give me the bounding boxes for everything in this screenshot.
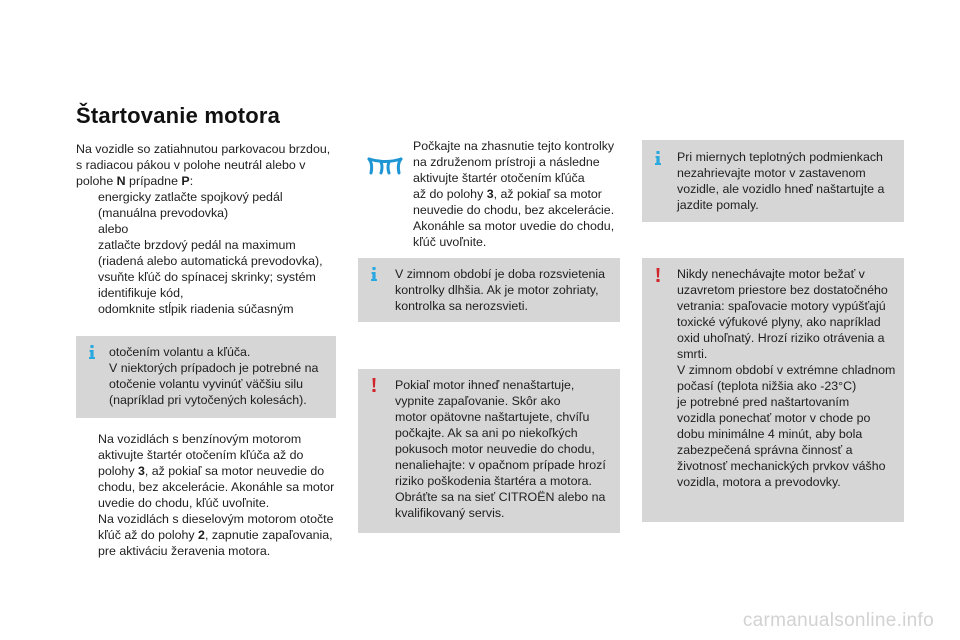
intro-paragraph	[76, 141, 346, 317]
intro-line: s radiacou pákou v polohe neutrál alebo v	[76, 158, 306, 172]
warning-icon	[366, 377, 382, 393]
engine-start-instructions	[76, 431, 346, 559]
list-item: odomknite stĺpik riadenia súčasným	[98, 302, 294, 316]
list-item: Na vozidlách s benzínovým motorom aktivujte štartér otočením kľúča až do polohy 3, až pokiaľ sa motor neuvedie do chodu, bez akcelerácie. Akonáhle sa motor uvedie do chodu, kľúč uvoľnite.	[98, 432, 335, 510]
info-icon	[366, 266, 382, 282]
glow-plug-icon	[366, 155, 404, 177]
list-item: energicky zatlačte spojkový pedál (manuálna prevodovka) alebo	[98, 190, 283, 236]
position-n: N	[116, 174, 126, 188]
list-item: zatlačte brzdový pedál na maximum (riadená alebo automatická prevodovka),	[98, 238, 323, 268]
position-p: P	[181, 174, 190, 188]
intro-line: polohe N prípadne P:	[76, 174, 194, 188]
intro-line: Na vozidle so zatiahnutou parkovacou brzdou,	[76, 142, 331, 156]
info-box-mild-temperature: Pri miernych teplotných podmienkach nezahrievajte motor v zastavenom vozidle, ale vozidlo hneď naštartujte a jazdite pomaly.	[642, 140, 904, 222]
warning-icon	[650, 267, 666, 283]
warning-box-restart: Pokiaľ motor ihneď nenaštartuje, vypnite zapaľovanie. Skôr ako motor opätovne naštartujete, chvíľu počkajte. Ak sa ani po niekoľkých pokusoch motor neuvedie do chodu, nenaliehajte: v opačnom prípade hrozí riziko poškodenia štartéra a motora. Obráťte sa na sieť CITROËN alebo na kvalifikovaný servis.	[358, 369, 620, 533]
warning-box-enclosed-space: Nikdy nenechávajte motor bežať v uzavretom priestore bez dostatočného vetrania: spaľovacie motory vypúšťajú toxické výfukové plyny, ako napríklad oxid uhoľnatý. Hrozí riziko otrávenia a smrti. V zimnom období v extrémne chladnom počasí (teplota nižšia ako -23°C) je potrebné pred naštartovaním vozidla ponechať motor v chode po dobu minimálne 4 minút, aby bola zabezpečená správna činnosť a životnosť mechanických prvkov vášho vozidla, motora a prevodovky.	[642, 258, 904, 522]
step-list	[76, 189, 346, 317]
info-icon	[84, 344, 100, 360]
list-item: Na vozidlách s dieselovým motorom otočte kľúč až do polohy 2, zapnutie zapaľovania, pre aktiváciu žeravenia motora.	[98, 512, 334, 558]
watermark: carmanualsonline.info	[742, 610, 934, 631]
preheat-instructions: Počkajte na zhasnutie tejto kontrolky na združenom prístroji a následne aktivujte štartér otočením kľúča až do polohy 3, až pokiaľ sa motor neuvedie do chodu, bez akcelerácie. Akonáhle sa motor uvedie do chodu, kľúč uvoľnite.	[413, 139, 615, 249]
info-icon	[650, 150, 666, 166]
info-box-steering: otočením volantu a kľúča. V niektorých prípadoch je potrebné na otočenie volantu vyvinúť väčšiu silu (napríklad pri vytočených kolesách).	[76, 336, 336, 418]
list-item: vsuňte kľúč do spínacej skrinky; systém identifikuje kód,	[98, 270, 316, 300]
info-box-winter: V zimnom období je doba rozsvietenia kontrolky dlhšia. Ak je motor zohriaty, kontrolka sa nerozsvieti.	[358, 258, 620, 322]
page-title: Štartovanie motora	[76, 103, 281, 128]
